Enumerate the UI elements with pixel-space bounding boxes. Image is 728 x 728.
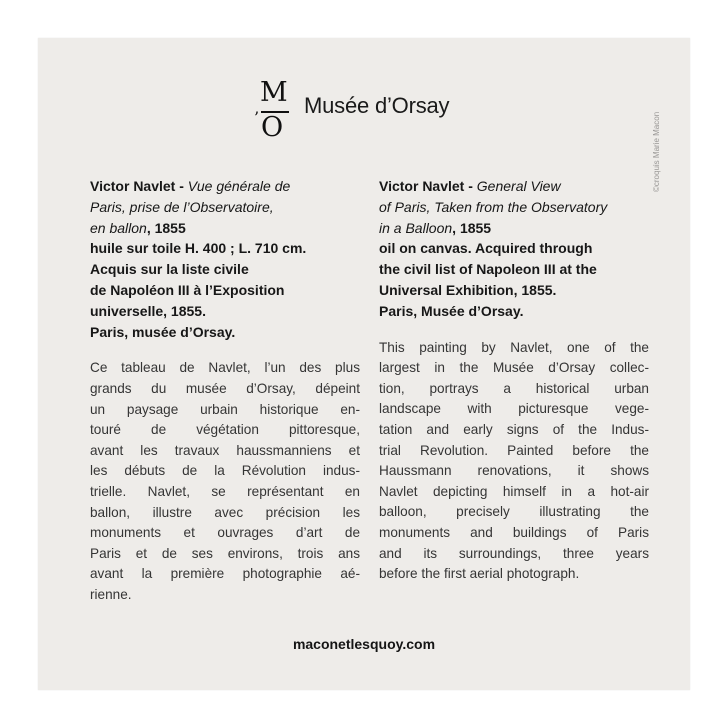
sketch-credit: ©croquis Marie Macon: [652, 111, 661, 192]
body-line: rienne.: [90, 586, 132, 602]
body-line: monuments and buildings of Paris: [379, 524, 649, 540]
body-line: ballon, illustre avec précision les: [90, 504, 360, 520]
body-line: largest in the Musée d’Orsay collec-: [379, 360, 649, 376]
body-line: tion, portrays a historical urban: [379, 380, 649, 396]
english-artwork-heading: [379, 176, 649, 322]
body-line: This painting by Navlet, one of the: [379, 339, 649, 355]
body-line: balloon, precisely illustrating the: [379, 504, 649, 520]
body-line: landscape with picturesque vege-: [379, 401, 649, 417]
heading-line: Victor Navlet - Vue générale de: [90, 178, 291, 194]
logo-apostrophe: ’: [254, 108, 260, 127]
musee-dorsay-logo: [254, 77, 292, 144]
body-line: grands du musée d’Orsay, dépeint: [90, 380, 360, 396]
heading-line: en ballon, 1855: [90, 219, 186, 236]
body-line: trial Revolution. Painted before the: [379, 442, 649, 458]
body-line: before the first aerial photograph.: [379, 566, 580, 582]
french-column: [90, 176, 360, 606]
museum-name: Musée d’Orsay: [304, 93, 450, 118]
body-line: monuments et ouvrages d’art de: [90, 525, 360, 541]
logo-letter-o: O: [261, 112, 284, 143]
body-line: avant la première photographie aé-: [90, 566, 360, 582]
body-line: Paris et de ses environs, trois ans: [90, 545, 360, 561]
body-line: tation and early signs of the Indus-: [379, 421, 649, 437]
heading-line: huile sur toile H. 400 ; L. 710 cm.: [90, 240, 307, 257]
body-line: un paysage urbain historique en-: [90, 401, 360, 417]
english-column: [379, 176, 649, 585]
french-description: [90, 358, 360, 605]
body-line: Navlet depicting himself in a hot-air: [379, 483, 649, 499]
heading-line: de Napoléon III à l’Exposition: [90, 281, 285, 298]
french-artwork-heading: [90, 176, 360, 342]
heading-line: in a Balloon, 1855: [379, 219, 492, 236]
heading-line: Paris, prise de l’Observatoire,: [90, 198, 274, 215]
english-description: [379, 338, 649, 585]
heading-line: Universal Exhibition, 1855.: [379, 281, 557, 298]
heading-line: Paris, musée d’Orsay.: [90, 323, 236, 340]
body-line: Ce tableau de Navlet, l’un des plus: [90, 360, 360, 376]
body-line: avant les travaux haussmanniens et: [90, 442, 360, 458]
body-line: trielle. Navlet, se représentant en: [90, 483, 360, 499]
heading-line: Paris, Musée d’Orsay.: [379, 302, 524, 319]
heading-line: of Paris, Taken from the Observatory: [379, 198, 608, 215]
heading-line: Acquis sur la liste civile: [90, 261, 249, 278]
website-footer: maconetlesquoy.com: [292, 636, 436, 652]
body-line: Haussmann renovations, it shows: [379, 463, 649, 479]
heading-line: oil on canvas. Acquired through: [379, 240, 593, 257]
body-line: and its surroundings, three years: [379, 545, 649, 561]
heading-line: Victor Navlet - General View: [379, 178, 561, 194]
body-line: touré de végétation pittoresque,: [90, 422, 360, 438]
heading-line: the civil list of Napoleon III at the: [379, 261, 597, 278]
logo-letter-m: M: [260, 77, 288, 108]
body-line: les débuts de la Révolution indus-: [90, 463, 360, 479]
heading-line: universelle, 1855.: [90, 302, 206, 319]
